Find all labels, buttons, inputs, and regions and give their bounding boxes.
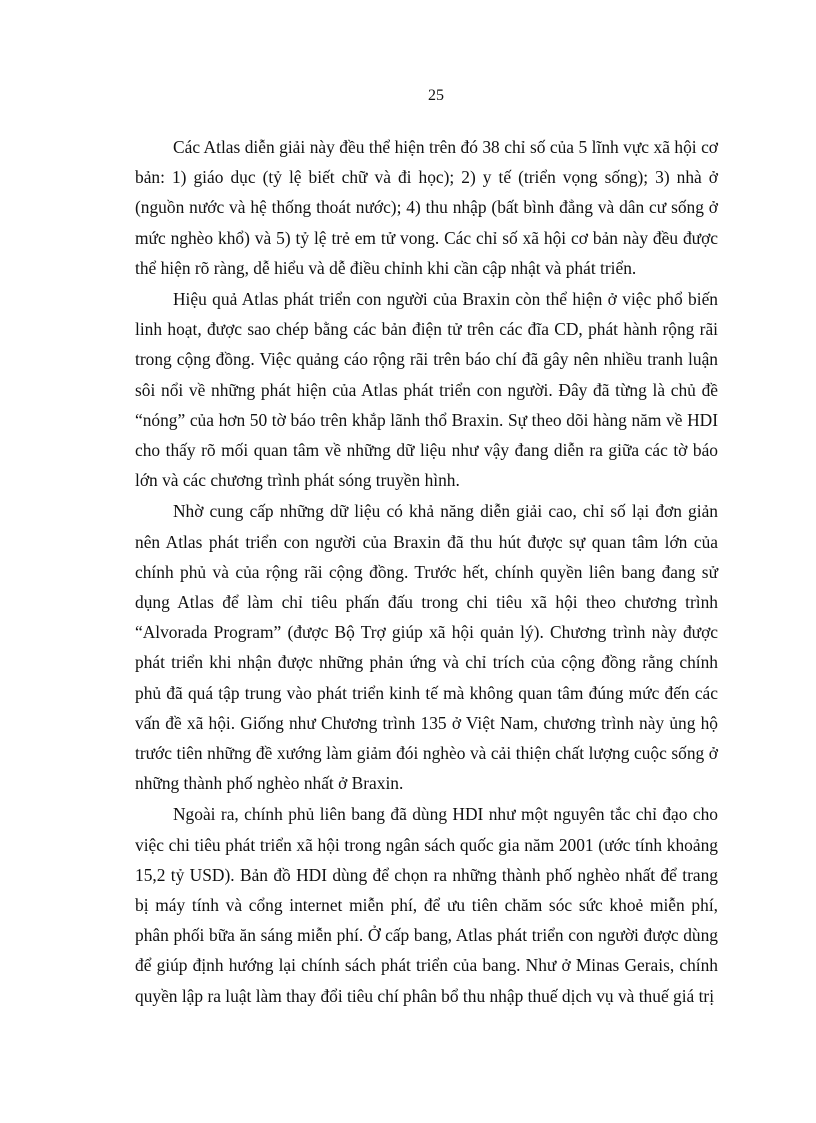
- page-number: 25: [428, 87, 444, 104]
- paragraph: Các Atlas diễn giải này đều thể hiện trên đó 38 chỉ số của 5 lĩnh vực xã hội cơ bản: 1) giáo dục (tỷ lệ biết chữ và đi học); 2) y tế (triển vọng sống); 3) nhà ở (nguồn nước và hệ thống thoát nước); 4) thu nhập (bất bình đẳng và dân cư sống ở mức nghèo khổ) và 5) tỷ lệ trẻ em tử vong. Các chỉ số xã hội cơ bản này đều được thể hiện rõ ràng, dễ hiểu và dễ điều chỉnh khi cần cập nhật và phát triển.: [135, 137, 718, 278]
- paragraph: Nhờ cung cấp những dữ liệu có khả năng diễn giải cao, chỉ số lại đơn giản nên Atlas phát triển con người của Braxin đã thu hút được sự quan tâm lớn của chính phủ và của rộng rãi cộng đồng. Trước hết, chính quyền liên bang đang sử dụng Atlas để làm chỉ tiêu phấn đấu trong chi tiêu xã hội theo chương trình “Alvorada Program” (được Bộ Trợ giúp xã hội quản lý). Chương trình này được phát triển khi nhận được những phản ứng và chỉ trích của cộng đồng rằng chính phủ đã quá tập trung vào phát triển kinh tế mà không quan tâm đúng mức đến các vấn đề xã hội. Giống như Chương trình 135 ở Việt Nam, chương trình này ủng hộ trước tiên những đề xướng làm giảm đói nghèo và cải thiện chất lượng cuộc sống ở những thành phố nghèo nhất ở Braxin.: [135, 501, 718, 794]
- body-text: [135, 132, 718, 1012]
- paragraph: Ngoài ra, chính phủ liên bang đã dùng HDI như một nguyên tắc chỉ đạo cho việc chi tiêu phát triển xã hội trong ngân sách quốc gia năm 2001 (ước tính khoảng 15,2 tỷ USD). Bản đồ HDI dùng để chọn ra những thành phố nghèo nhất để trang bị máy tính và cổng internet miễn phí, để ưu tiên chăm sóc sức khoẻ miễn phí, phân phối bữa ăn sáng miễn phí. Ở cấp bang, Atlas phát triển con người được dùng để giúp định hướng lại chính sách phát triển của bang. Như ở Minas Gerais, chính quyền lập ra luật làm thay đổi tiêu chí phân bổ thu nhập thuế dịch vụ và thuế giá trị: [135, 804, 718, 1006]
- paragraph: Hiệu quả Atlas phát triển con người của Braxin còn thể hiện ở việc phổ biến linh hoạt, được sao chép bằng các bản điện tử trên các đĩa CD, phát hành rộng rãi trong cộng đồng. Việc quảng cáo rộng rãi trên báo chí đã gây nên nhiều tranh luận sôi nổi về những phát hiện của Atlas phát triển con người. Đây đã từng là chủ đề “nóng” của hơn 50 tờ báo trên khắp lãnh thổ Braxin. Sự theo dõi hàng năm về HDI cho thấy rõ mối quan tâm về những dữ liệu như vậy đang diễn ra giữa các tờ báo lớn và các chương trình phát sóng truyền hình.: [135, 289, 718, 491]
